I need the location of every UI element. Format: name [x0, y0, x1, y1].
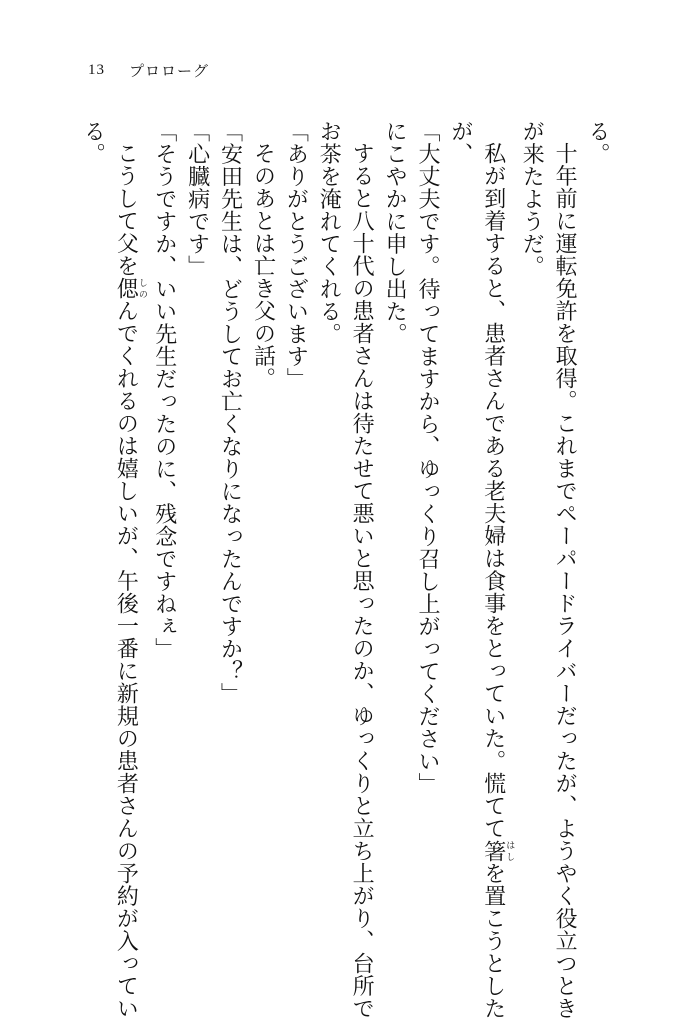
text-segment: 私が到着すると、患者さんである老夫婦は食事をとっていた。慌てて: [480, 142, 506, 840]
text-line: 十年前に運転免許を取得。これまでペーパードライバーだったが、ようやく役立つとき: [552, 142, 578, 1020]
text-line: お茶を淹れてくれる。: [316, 120, 342, 345]
ruby-base: 偲: [113, 277, 139, 300]
text-line: る。: [585, 120, 610, 165]
text-segment: こうして父を: [113, 142, 139, 277]
ruby-reading: はし: [504, 839, 515, 862]
text-line: そのあとは亡き父の話。: [250, 142, 276, 390]
text-line: が、: [447, 120, 473, 165]
page-number: 13: [88, 61, 105, 78]
text-line: [476, 120, 515, 1020]
text-segment: んでくれるのは嬉しいが、午後一番に新規の患者さんの予約が入ってい: [113, 299, 139, 1020]
text-line: にこやかに申し出た。: [382, 120, 408, 345]
ruby-base: 箸: [480, 839, 506, 862]
text-line: が来たようだ。: [519, 120, 545, 278]
text-line: すると八十代の患者さんは待たせて悪いと思ったのか、ゆっくりと立ち上がり、台所で: [349, 142, 375, 1020]
text-line: 「大丈夫です。待ってますから、ゆっくり召し上がってください」: [414, 120, 440, 795]
text-line: 「そうですか、いい先生だったのに、残念ですねぇ」: [151, 120, 177, 660]
text-line: 「ありがとうございます」: [283, 120, 309, 390]
text-line: [108, 120, 147, 1020]
text-line: る。: [80, 120, 106, 165]
vertical-body-text: [76, 120, 614, 1020]
ruby-shino: [113, 277, 147, 300]
running-header: [88, 60, 209, 80]
text-line: 「安田先生は、どうしてお亡くなりになったんですか？」: [217, 120, 243, 705]
ruby-reading: しの: [136, 277, 147, 300]
chapter-title: プロローグ: [129, 61, 210, 80]
text-line: 「心臓病です」: [184, 120, 210, 278]
text-segment: を置こうとした: [480, 862, 506, 1020]
ruby-hashi: [480, 839, 515, 863]
